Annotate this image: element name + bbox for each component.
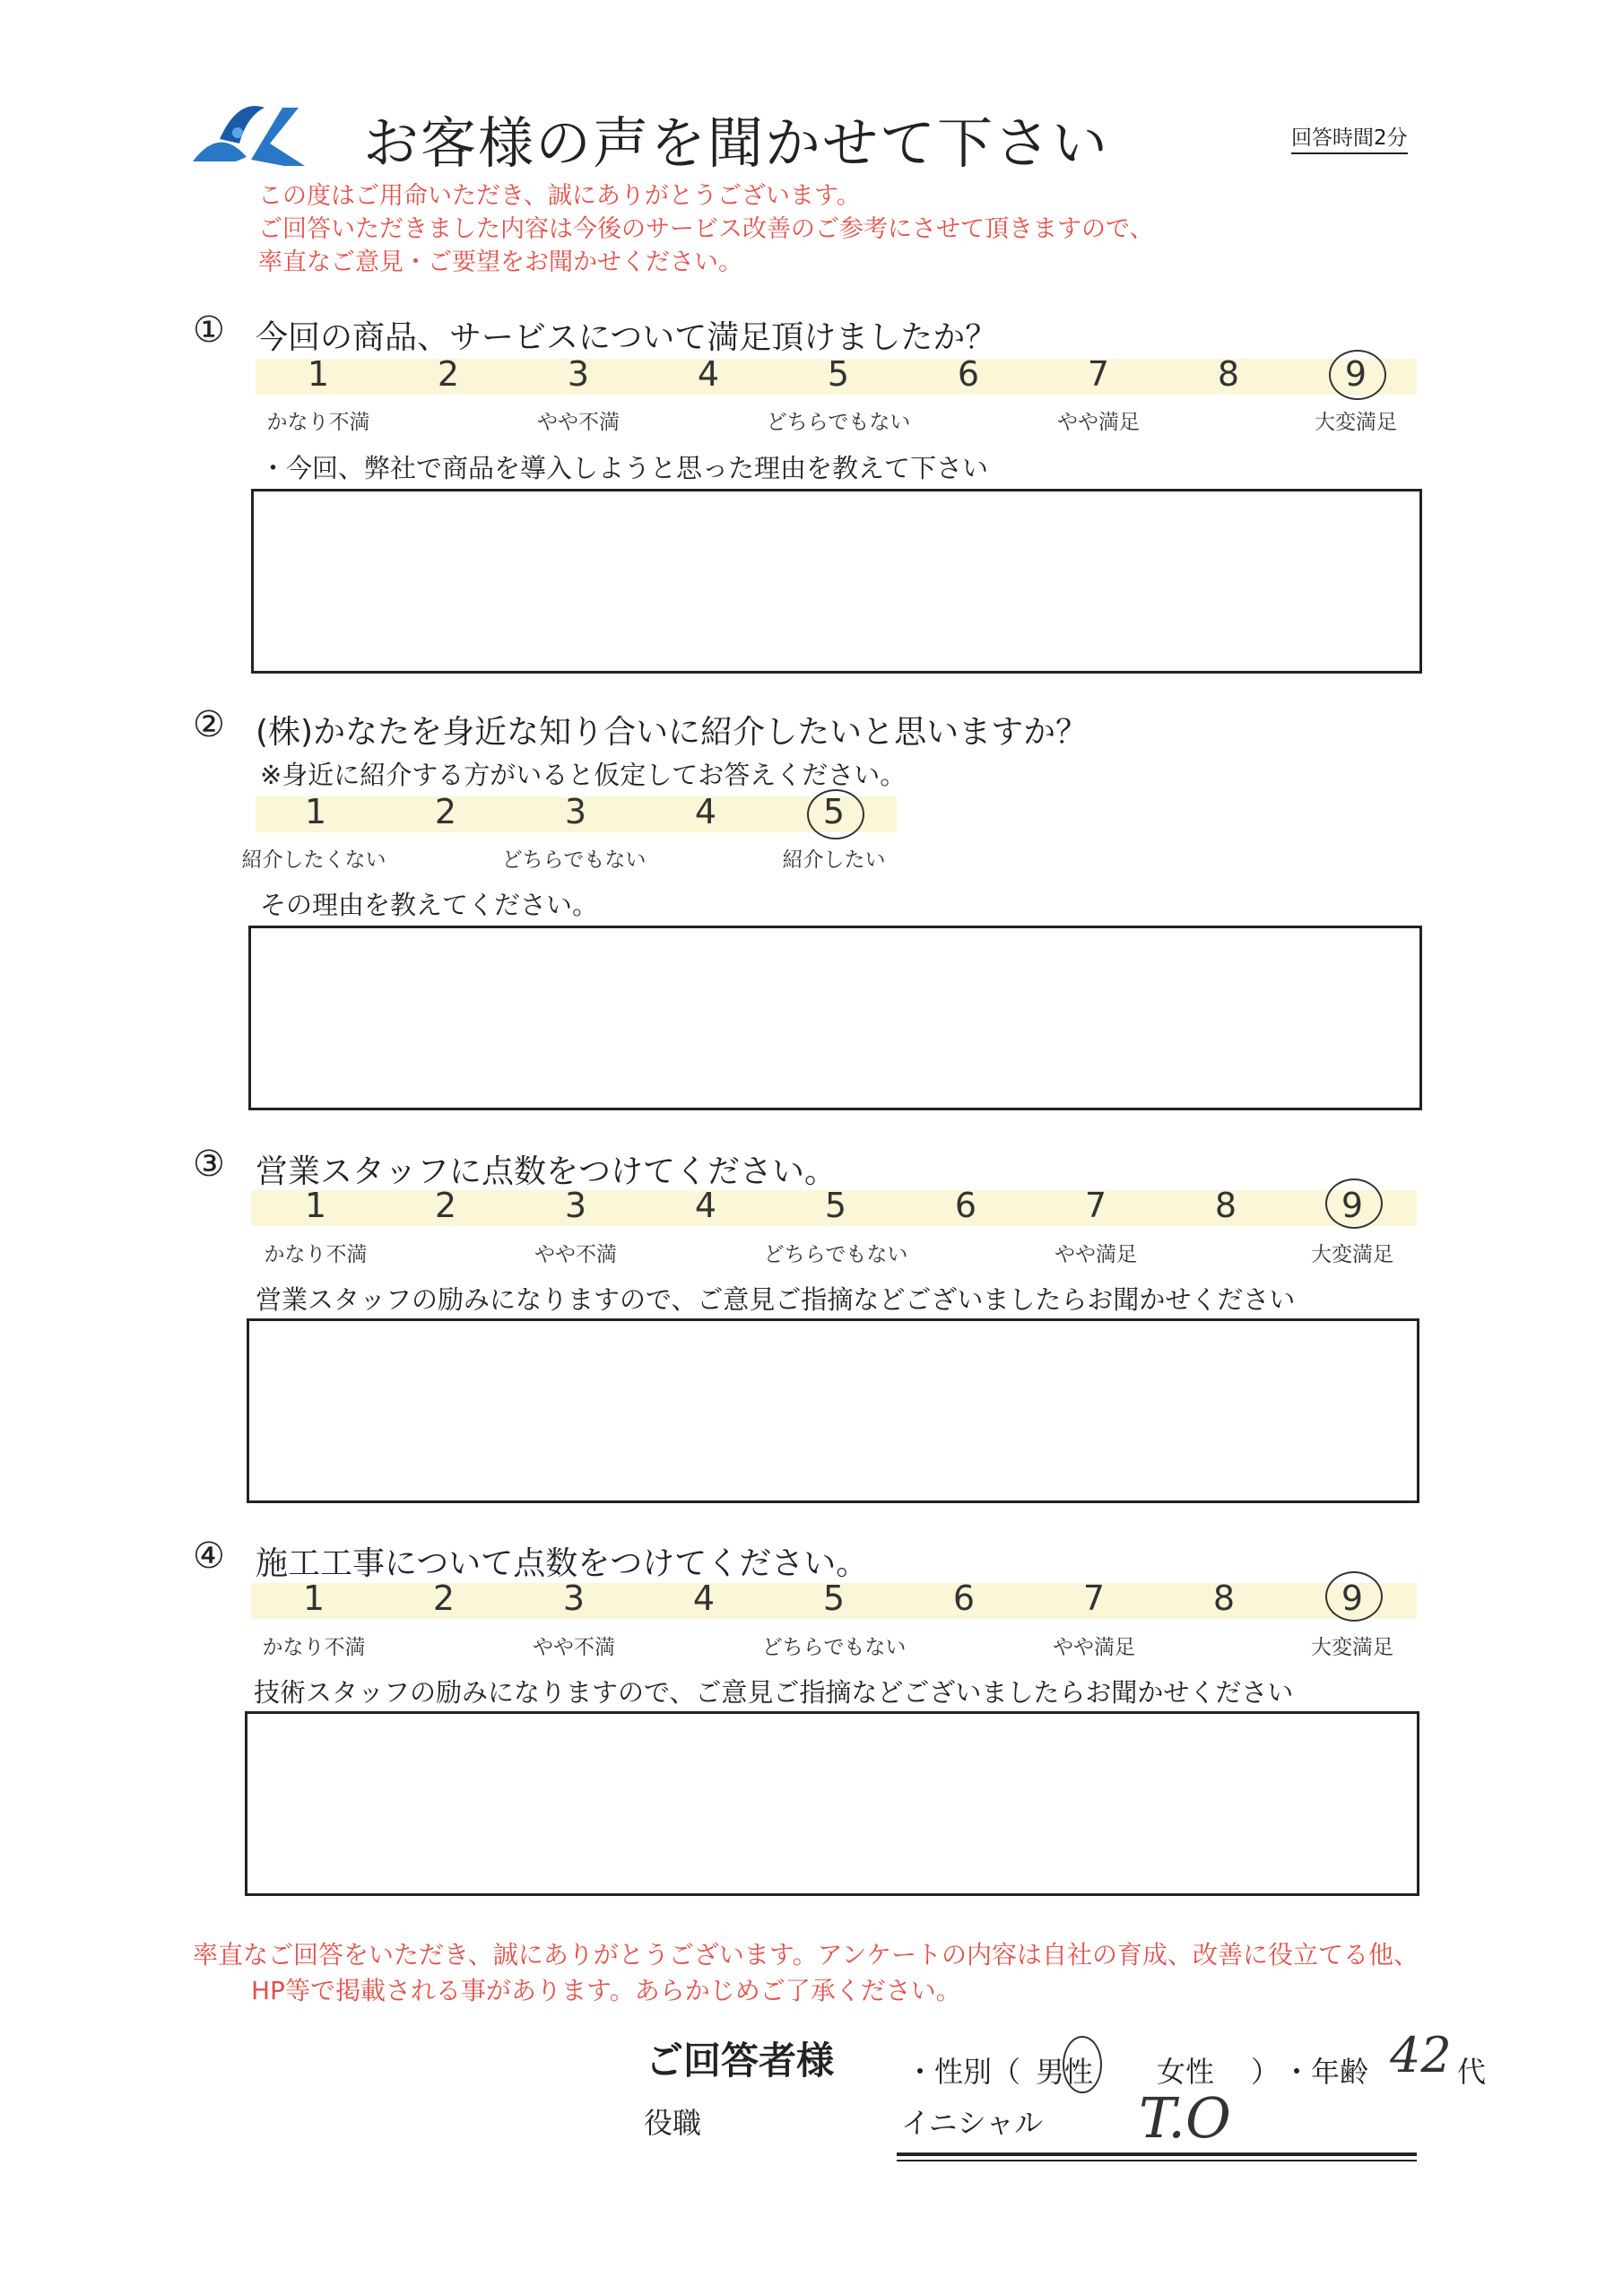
q4-option-5[interactable]: 5 <box>822 1578 846 1618</box>
q1-option-2[interactable]: 2 <box>437 354 460 394</box>
q4-sub-question: 技術スタッフの励みになりますので、ご意見ご指摘などございましたらお聞かせください <box>254 1677 1294 1708</box>
q2-label: 紹介したい <box>782 848 886 872</box>
q3-label: やや満足 <box>1055 1243 1137 1266</box>
q2-label: 紹介したくない <box>241 848 386 872</box>
q1-marker: ① <box>193 309 225 351</box>
q3-label: やや不満 <box>534 1243 617 1266</box>
q1-option-6[interactable]: 6 <box>957 354 980 394</box>
q3-label: かなり不満 <box>264 1243 368 1266</box>
q4-option-9[interactable]: 9 <box>1341 1578 1364 1618</box>
q4-label: やや満足 <box>1053 1636 1135 1659</box>
q4-marker: ④ <box>193 1535 225 1577</box>
q1-option-3[interactable]: 3 <box>567 354 590 394</box>
q2-sub-question: その理由を教えてください。 <box>260 890 599 920</box>
age-label: ・年齢 <box>1282 2055 1369 2089</box>
q4-label: かなり不満 <box>262 1636 366 1659</box>
q3-option-3[interactable]: 3 <box>564 1186 587 1225</box>
initial-underline <box>897 2160 1417 2161</box>
age-suffix: 代 <box>1457 2055 1487 2089</box>
q2-marker: ② <box>193 704 225 745</box>
gender-selected-circle <box>1063 2036 1102 2093</box>
initial-label: イニシャル <box>901 2106 1044 2140</box>
q3-option-2[interactable]: 2 <box>434 1186 457 1225</box>
q1-option-4[interactable]: 4 <box>697 354 720 394</box>
q2-answer-box[interactable] <box>248 926 1422 1110</box>
intro-line: ご回答いただきました内容は今後のサービス改善のご参考にさせて頂きますので、 <box>258 215 1154 243</box>
q4-option-8[interactable]: 8 <box>1212 1578 1236 1618</box>
q4-option-7[interactable]: 7 <box>1082 1578 1106 1618</box>
q1-label: かなり不満 <box>266 411 370 434</box>
q2-option-1[interactable]: 1 <box>304 792 327 831</box>
q3-option-9[interactable]: 9 <box>1341 1186 1364 1225</box>
footer-note <box>193 1937 1419 2009</box>
q3-option-5[interactable]: 5 <box>824 1186 847 1225</box>
q4-label: どちらでもない <box>761 1636 907 1659</box>
q3-option-8[interactable]: 8 <box>1214 1186 1237 1225</box>
initial-underline <box>897 2152 1417 2156</box>
q3-option-4[interactable]: 4 <box>694 1186 717 1225</box>
initial-value[interactable]: T.O <box>1139 2085 1231 2151</box>
q4-label: やや不満 <box>533 1636 615 1659</box>
q1-question: 今回の商品、サービスについて満足頂けましたか？ <box>256 319 998 356</box>
q1-label: やや不満 <box>537 411 620 434</box>
q2-note: ※身近に紹介する方がいると仮定してお答えください。 <box>260 760 907 790</box>
q1-option-7[interactable]: 7 <box>1087 354 1110 394</box>
gender-male[interactable]: 男性 <box>1036 2055 1094 2089</box>
q1-option-8[interactable]: 8 <box>1217 354 1240 394</box>
q1-label: 大変満足 <box>1315 411 1397 434</box>
q2-label: どちらでもない <box>501 848 647 872</box>
q3-label: 大変満足 <box>1311 1243 1393 1266</box>
q2-option-4[interactable]: 4 <box>694 792 717 831</box>
q3-option-6[interactable]: 6 <box>954 1186 977 1225</box>
q3-sub-question: 営業スタッフの励みになりますので、ご意見ご指摘などございましたらお聞かせください <box>256 1284 1296 1315</box>
gender-label: ・性別（ <box>906 2055 1021 2089</box>
intro-text <box>258 179 1153 279</box>
q1-option-1[interactable]: 1 <box>307 354 330 394</box>
q3-label: どちらでもない <box>763 1243 908 1266</box>
intro-line: 率直なご意見・ご要望をお聞かせください。 <box>258 248 742 276</box>
position-label: 役職 <box>644 2106 702 2140</box>
company-logo <box>184 90 309 170</box>
q4-option-2[interactable]: 2 <box>432 1578 456 1618</box>
q3-option-7[interactable]: 7 <box>1084 1186 1107 1225</box>
q2-option-2[interactable]: 2 <box>434 792 457 831</box>
q3-marker: ③ <box>193 1144 225 1185</box>
q1-sub-question: ・今回、弊社で商品を導入しようと思った理由を教えて下さい <box>260 453 989 483</box>
q1-answer-box[interactable] <box>251 489 1422 674</box>
q4-option-1[interactable]: 1 <box>302 1578 325 1618</box>
intro-line: この度はご用命いただき、誠にありがとうございます。 <box>258 182 861 210</box>
page-title: お客様の声を聞かせて下さい <box>363 110 1110 176</box>
respondent-title: ご回答者様 <box>646 2039 835 2083</box>
q3-answer-box[interactable] <box>247 1318 1419 1503</box>
q4-option-6[interactable]: 6 <box>952 1578 976 1618</box>
q1-option-9[interactable]: 9 <box>1344 354 1367 394</box>
footer-line: HP等で掲載される事があります。あらかじめご了承ください。 <box>251 1976 961 2005</box>
q3-option-1[interactable]: 1 <box>304 1186 327 1225</box>
q4-question: 施工工事について点数をつけてください。 <box>256 1545 869 1582</box>
q1-label: どちらでもない <box>766 411 911 434</box>
time-note: 回答時間2分 <box>1291 121 1408 154</box>
q2-option-3[interactable]: 3 <box>564 792 587 831</box>
q2-option-5[interactable]: 5 <box>822 792 846 831</box>
footer-line: 率直なご回答をいただき、誠にありがとうございます。アンケートの内容は自社の育成、改善に役立てる他、 <box>193 1940 1419 1970</box>
q4-option-3[interactable]: 3 <box>562 1578 586 1618</box>
gender-close: ） <box>1251 2055 1280 2089</box>
q1-label: やや満足 <box>1057 411 1140 434</box>
q4-label: 大変満足 <box>1311 1636 1393 1659</box>
q4-answer-box[interactable] <box>245 1711 1419 1896</box>
q3-question: 営業スタッフに点数をつけてください。 <box>256 1153 838 1190</box>
q4-option-4[interactable]: 4 <box>692 1578 716 1618</box>
q2-question: (株)かなたを身近な知り合いに紹介したいと思いますか？ <box>256 714 1089 751</box>
gender-female[interactable]: 女性 <box>1157 2055 1215 2089</box>
q1-option-5[interactable]: 5 <box>827 354 850 394</box>
age-value[interactable]: 42 <box>1390 2027 1452 2083</box>
